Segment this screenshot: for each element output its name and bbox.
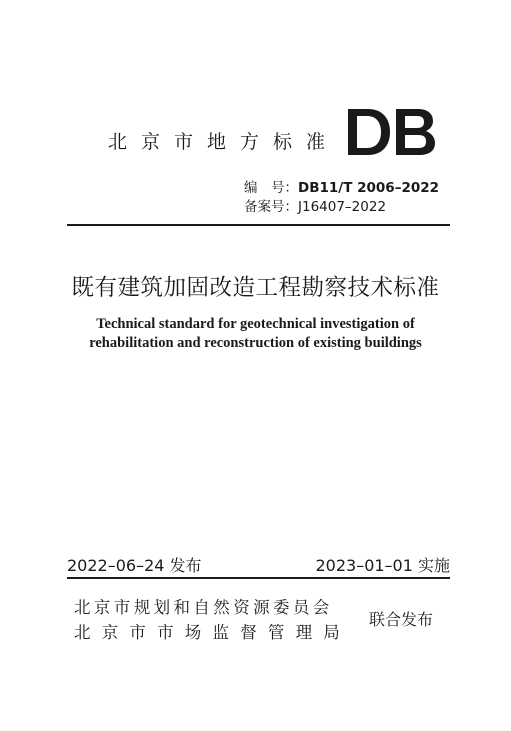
title-english: [0, 315, 511, 353]
record-number-value: J16407–2022: [298, 199, 387, 215]
publisher-line-1: 北京市规划和自然资源委员会: [74, 598, 333, 617]
standard-number-value: DB11/T 2006–2022: [298, 180, 440, 196]
standard-number-line: [244, 179, 439, 197]
publisher-line-2: 北京市市场监督管理局: [74, 623, 351, 642]
joint-issue-label: 联合发布: [369, 610, 434, 629]
title-chinese: 既有建筑加固改造工程勘察技术标准: [71, 275, 440, 301]
standard-type-heading: 北京市地方标准: [108, 131, 340, 153]
record-number-label: 备案号：: [244, 199, 298, 215]
issue-date: 2022–06–24 发布: [67, 556, 202, 575]
bottom-divider: [67, 577, 450, 579]
title-english-line2: rehabilitation and reconstruction of existing buildings: [89, 335, 422, 351]
record-number-line: [244, 198, 386, 216]
implementation-date: 2023–01–01 实施: [315, 556, 450, 575]
db-logo: [346, 108, 436, 156]
top-divider: [67, 224, 450, 226]
standard-number-label: 编 号：: [244, 180, 298, 196]
title-english-line1: Technical standard for geotechnical investigation of: [96, 316, 415, 332]
